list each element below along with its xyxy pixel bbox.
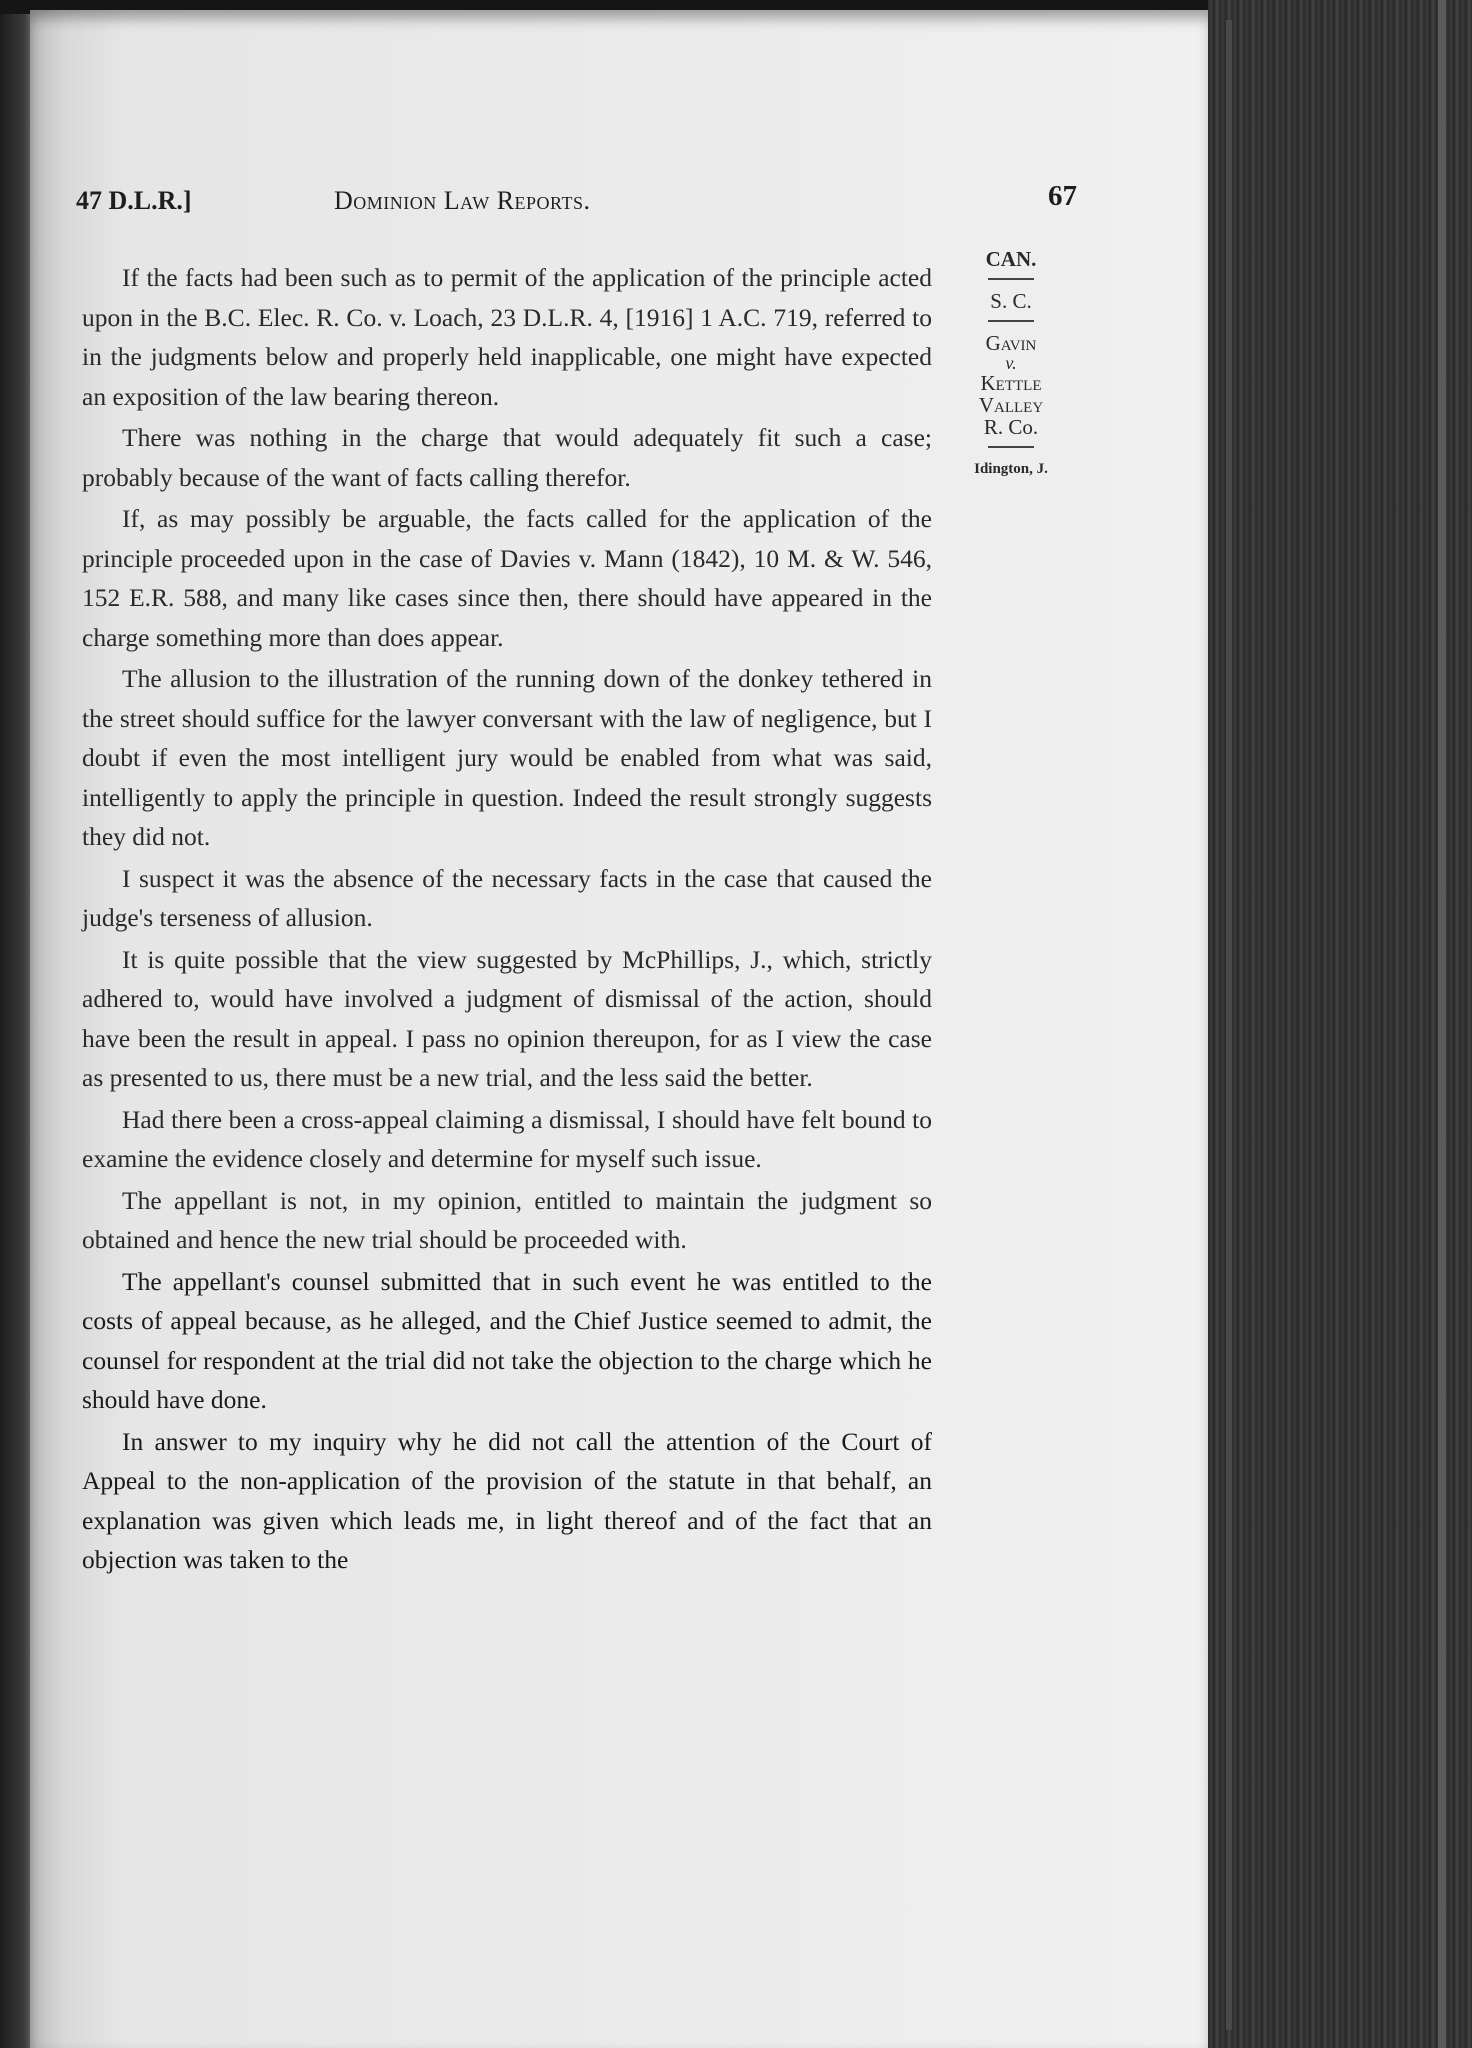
reporter-title: Dominion Law Reports. xyxy=(334,186,591,215)
paragraph: The allusion to the illustration of the running down of the donkey tethered in the street should suffice for the lawyer conversant with the law of negligence, but I doubt if even the most intelligent jury would be enabled from what was said, intelligently to apply the principle in question. Indeed the result strongly suggests they did not. xyxy=(82,664,932,851)
paragraph: If, as may possibly be arguable, the facts called for the application of the principle proceeded upon in the case of Davies v. Mann (1842), 10 M. & W. 546, 152 E.R. 588, and many like cases since then, there should have appeared in the charge something more than does appear. xyxy=(82,504,932,652)
paragraph: Had there been a cross-appeal claiming a dismissal, I should have felt bound to examine the evidence closely and determine for myself such issue. xyxy=(82,1104,932,1173)
book-edge-highlight xyxy=(1438,0,1446,2048)
margin-rule xyxy=(988,278,1034,280)
court-abbreviation: CAN. xyxy=(985,247,1037,271)
paragraph: If the facts had been such as to permit of the application of the principle acted upon in the B.C. Elec. R. Co. v. Loach, 23 D.L.R. 4, [1916] 1 A.C. 719, referred to in the judgments below and properly held inapplicable, one might have expected an exposition of the law bearing thereon. xyxy=(82,263,932,411)
paragraph: In answer to my inquiry why he did not call the attention of the Court of Appeal to the non-application of the provision of the statute in that behalf, an explanation was given which leads me, in light thereof and of the fact that an objection was taken to the xyxy=(82,1426,932,1574)
case-party-defendant-line1: Kettle xyxy=(980,371,1042,395)
case-party-plaintiff: Gavin xyxy=(985,331,1037,355)
margin-rule xyxy=(988,320,1034,322)
volume-reference: 47 D.L.R.] xyxy=(76,186,192,215)
margin-notes xyxy=(950,248,1072,480)
paragraph: It is quite possible that the view suggested by McPhillips, J., which, strictly adhered to, would have involved a judgment of dismissal of the action, should have been the result in appeal. I pass no opinion thereupon, for as I view the case as presented to us, there must be a new trial, and the less said the better. xyxy=(82,944,932,1092)
paragraph: I suspect it was the absence of the necessary facts in the case that caused the judge's terseness of allusion. xyxy=(82,863,932,932)
paragraph: There was nothing in the charge that would adequately fit such a case; probably because of the want of facts calling therefor. xyxy=(82,423,932,492)
judgment-text xyxy=(82,258,932,1580)
scan-left-edge xyxy=(0,0,34,2048)
paragraph: The appellant's counsel submitted that in such event he was entitled to the costs of appeal because, as he alleged, and the Chief Justice seemed to admit, the counsel for respondent at the trial did not take the objection to the charge which he should have done. xyxy=(82,1266,932,1414)
running-head xyxy=(76,180,1077,226)
book-edge-ridge xyxy=(1226,20,1232,2030)
book-fore-edge xyxy=(1208,0,1472,2048)
court-division: S. C. xyxy=(990,289,1032,313)
case-party-defendant-line3: R. Co. xyxy=(983,415,1039,439)
judge-name: Idington, J. xyxy=(974,461,1048,477)
case-party-defendant-line2: Valley xyxy=(978,393,1044,417)
paragraph: The appellant is not, in my opinion, entitled to maintain the judgment so obtained and hence the new trial should be proceeded with. xyxy=(82,1185,932,1254)
margin-rule xyxy=(988,446,1034,448)
page-number: 67 xyxy=(1048,180,1077,212)
case-versus: v. xyxy=(1005,353,1017,373)
